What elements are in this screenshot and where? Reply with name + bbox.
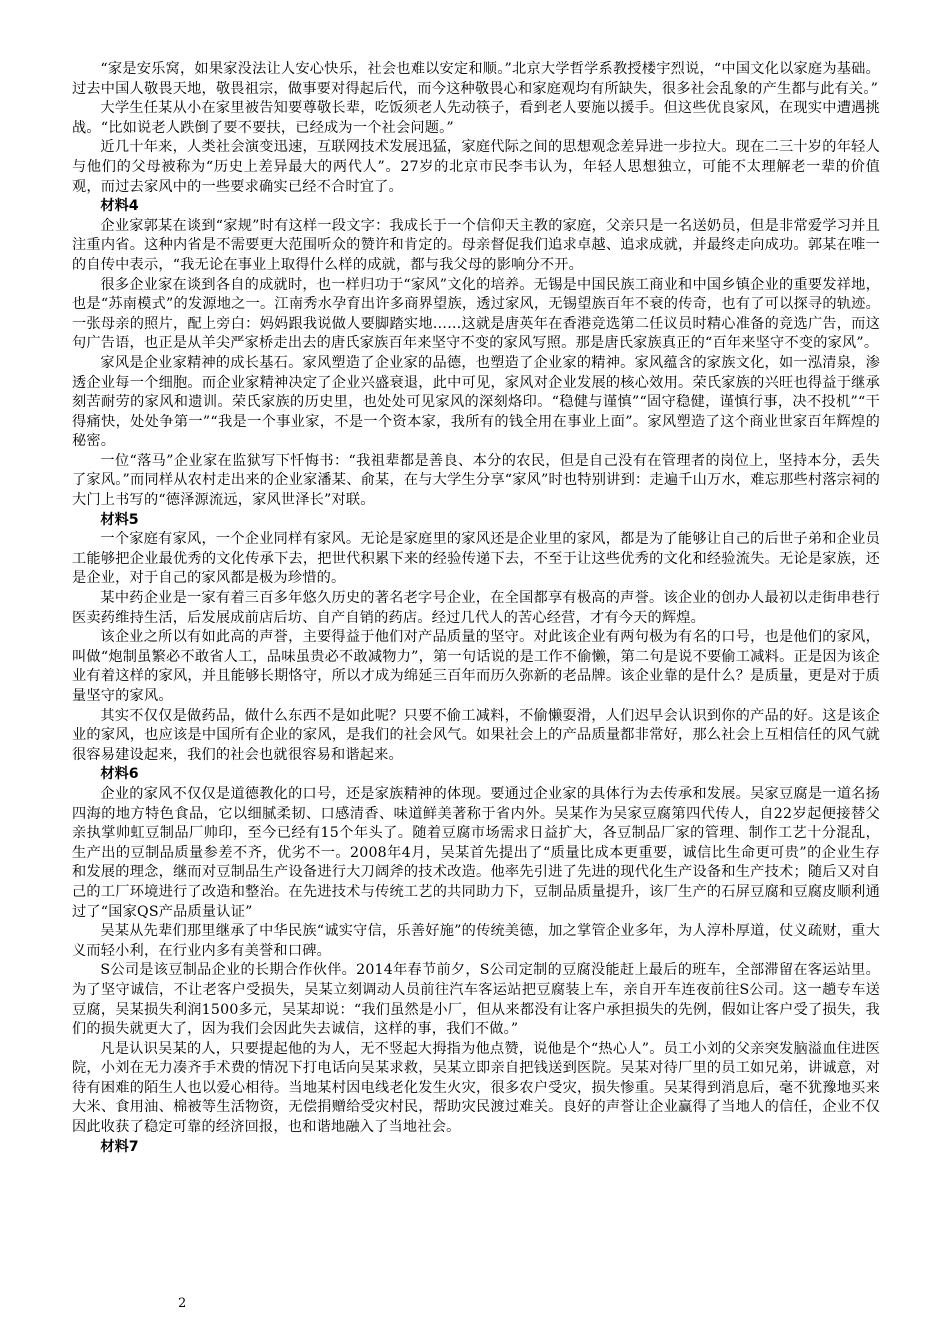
paragraph: “家是安乐窝，如果家没法让人安心快乐，社会也难以安定和顺。”北京大学哲学系教授楼宇烈说，“中国文化以家庭为基础。过去中国人敬畏天地，敬畏祖宗，做事要对得起后代，而今这种敬畏心和家庭观均有所缺失，很多社会乱象的产生都与此有关。”: [72, 61, 880, 97]
paragraph: 某中药企业是一家有着三百多年悠久历史的著名老字号企业，在全国都享有极高的声誉。该企业的创办人最初以走街串巷行医卖药维持生活，后发展成前店后坊、自产自销的药店。经过几代人的苦心经营，才有今天的辉煌。: [72, 590, 880, 626]
paragraph: 大学生任某从小在家里被告知要尊敬长辈，吃饭须老人先动筷子，看到老人要施以援手。但这些优良家风，在现实中遭遇挑战。“比如说老人跌倒了要不要扶，已经成为一个社会问题。”: [72, 100, 880, 136]
paragraph: 凡是认识吴某的人，只要提起他的为人，无不竖起大拇指为他点赞，说他是个“热心人”。员工小刘的父亲突发脑溢血住进医院，小刘在无力凑齐手术费的情况下打电话向吴某求救，吴某立即亲自把钱送到医院。吴某对待厂里的员工如兄弟，讲诚意，对待有困难的陌生人也以爱心相待。当地某村因电线老化发生火灾，很多农户受灾，损失惨重。吴某得到消息后，毫不犹豫地买来大米、食用油、棉被等生活物资，无偿捐赠给受灾村民，帮助灾民渡过难关。良好的声誉让企业赢得了当地人的信任，企业不仅因此收获了稳定可靠的经济回报，也和谐地融入了当地社会。: [72, 1040, 880, 1136]
paragraph: 吴某从先辈们那里继承了中华民族“诚实守信，乐善好施”的传统美德，加之掌管企业多年，为人淳朴厚道，仗义疏财，重大义而轻小利，在行业内多有美誉和口碑。: [72, 923, 880, 959]
document-page: [72, 60, 880, 1157]
paragraph: 一个家庭有家风，一个企业同样有家风。无论是家庭里的家风还是企业里的家风，都是为了能够让自己的后世子弟和企业员工能够把企业最优秀的文化传承下去，把世代积累下来的经验传递下去，不至于让这些优秀的文化和经验流失。无论是家族，还是企业，对于自己的家风都是极为珍惜的。: [72, 531, 880, 587]
paragraph: 该企业之所以有如此高的声誉，主要得益于他们对产品质量的坚守。对此该企业有两句极为有名的口号，也是他们的家风，叫做“炮制虽繁必不敢省人工，品味虽贵必不敢减物力”，第一句话说的是工作不偷懒，第二句是说不要偷工减料。正是因为该企业有着这样的家风，并且能够长期恪守，所以才成为绵延三百年而历久弥新的老品牌。该企业靠的是什么？是质量，更是对于质量坚守的家风。: [72, 629, 880, 704]
paragraph: 近几十年来，人类社会演变迅速，互联网技术发展迅猛，家庭代际之间的思想观念差异进一步拉大。现在二三十岁的年轻人与他们的父母被称为“历史上差异最大的两代人”。27岁的北京市民李韦认为，年轻人思想独立，可能不太理解老一辈的价值观，而过去家风中的一些要求确实已经不合时宜了。: [72, 139, 880, 195]
section-heading-material-5: 材料5: [100, 511, 139, 528]
paragraph: 企业家郭某在谈到“家规”时有这样一段文字：我成长于一个信仰天主教的家庭，父亲只是一名送奶员，但是非常爱学习并且注重内省。这种内省是不需要更大范围听众的赞许和肯定的。母亲督促我们追求卓越、追求成就，并最终走向成功。郭某在唯一的自传中表示，“我无论在事业上取得什么样的成就，都与我父母的影响分不开。: [72, 217, 880, 273]
paragraph: 一位“落马”企业家在监狱写下忏悔书：“我祖辈都是善良、本分的农民，但是自己没有在管理者的岗位上，坚持本分，丢失了家风。”而同样从农村走出来的企业家潘某、俞某，在与大学生分享“家风”时也特别讲到：走遍千山万水，难忘那些村落宗祠的大门上书写的“德泽源流远，家风世泽长”对联。: [72, 452, 880, 509]
section-heading-material-4: 材料4: [100, 198, 139, 215]
paragraph: 家风是企业家精神的成长基石。家风塑造了企业家的品德，也塑造了企业家的精神。家风蕴含的家族文化，如一泓清泉，渗透企业每一个细胞。而企业家精神决定了企业兴盛衰退，此中可见，家风对企业发展的核心效用。荣氏家族的兴旺也得益于继承刻苦耐劳的家风和遗训。荣氏家族的历史里，也处处可见家风的深刻烙印。“稳健与谨慎”“固守稳健，谨慎行事，决不投机”“干得痛快，处处争第一”“我是一个事业家，不是一个资本家，我所有的钱全用在事业上面”。家风塑造了这个商业世家百年辉煌的秘密。: [72, 354, 880, 450]
section-heading-material-7: 材料7: [100, 1138, 139, 1155]
paragraph: 企业的家风不仅仅是道德教化的口号，还是家族精神的体现。要通过企业家的具体行为去传承和发展。吴家豆腐是一道名扬四海的地方特色食品，它以细腻柔韧、口感清香、味道鲜美著称于省内外。吴某作为吴家豆腐第四代传人，自22岁起便接替父亲执掌帅虹豆制品厂帅印，至今已经有15个年头了。随着豆腐市场需求日益扩大，各豆制品厂家的管理、制作工艺十分混乱，生产出的豆制品质量参差不齐，优劣不一。2008年4月，吴某首先提出了“质量比成本更重要，诚信比生命更可贵”的企业生存和发展的理念，继而对豆制品生产设备进行大刀阔斧的技术改造。他率先引进了先进的现代化生产设备和生产技术；随后又对自己的工厂环境进行了改造和整治。在先进技术与传统工艺的共同助力下，豆制品质量提升，该厂生产的石屏豆腐和豆腐皮顺利通过了“国家QS产品质量认证”: [72, 785, 880, 920]
paragraph: S公司是该豆制品企业的长期合作伙伴。2014年春节前夕，S公司定制的豆腐没能赶上最后的班车，全部滞留在客运站里。为了坚守诚信，不让老客户受损失，吴某立刻调动人员前往汽车客运站把豆腐装上车，亲自开车连夜前往S公司。这一趟专车送豆腐，吴某损失利润1500多元，吴某却说：“我们虽然是小厂，但从来都没有让客户承担损失的先例，假如让客户受了损失，我们的损失就更大了，因为我们会因此失去诚信，这样的事，我们不做。”: [72, 962, 880, 1038]
paragraph: 其实不仅仅是做药品，做什么东西不是如此呢？只要不偷工减料，不偷懒耍滑，人们迟早会认识到你的产品的好。这是该企业的家风，也应该是中国所有企业的家风，是我们的社会风气。如果社会上的产品质量都非常好，那么社会上互相信任的风气就很容易建设起来，我们的社会也就很容易和谐起来。: [72, 707, 880, 763]
page-number: 2: [178, 1296, 187, 1311]
paragraph: 很多企业家在谈到各自的成就时，也一样归功于“家风”文化的培养。无锡是中国民族工商业和中国乡镇企业的重要发祥地，也是“苏南模式”的发源地之一。江南秀水孕育出许多商界望族，透过家风，无锡望族百年不衰的传奇，也有了可以探寻的轨迹。一张母亲的照片，配上旁白：妈妈跟我说做人要脚踏实地……这就是唐英年在香港竞选第二任议员时精心准备的竞选广告，而这句广告语，也正是从羊尖严家桥走出去的唐氏家族百年来坚守不变的家风写照。那是唐氏家族真正的“百年来坚守不变的家风”。: [72, 276, 880, 352]
section-heading-material-6: 材料6: [100, 766, 139, 783]
